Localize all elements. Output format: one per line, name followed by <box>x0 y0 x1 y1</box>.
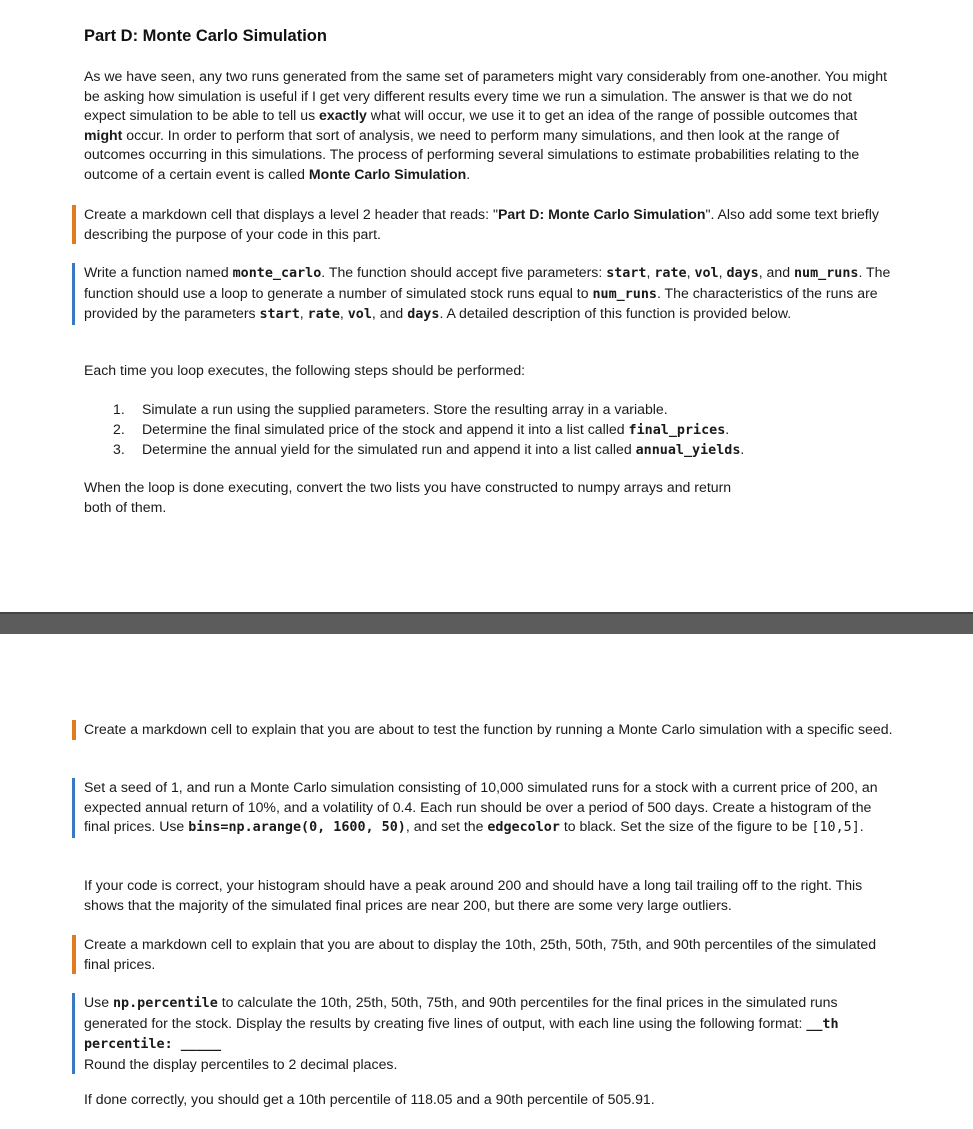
instruction-text: , <box>718 264 727 280</box>
instruction-text: ". Also add some text briefly describing the purpose of your code in this part. <box>84 206 879 242</box>
code-format: __th percentile: _____ <box>84 1016 839 1052</box>
param-vol: vol <box>694 266 719 281</box>
param-start: start <box>259 307 300 322</box>
instruction-text: , <box>686 264 695 280</box>
list-item <box>113 420 893 441</box>
param-rate: rate <box>654 266 687 281</box>
instruction-text: Round the display percentiles to 2 decimal places. <box>84 1055 398 1072</box>
intro-text: . <box>466 165 471 182</box>
list-number: 1. <box>113 401 125 417</box>
markdown-instruction-2: Create a markdown cell to explain that you are about to test the function by running a Monte Carlo simulation with a specific seed. <box>72 720 894 740</box>
instruction-text: to black. Set the size of the figure to be <box>559 818 812 834</box>
code-np-percentile: np.percentile <box>112 996 218 1011</box>
param-rate: rate <box>307 307 340 322</box>
list-item <box>113 400 893 420</box>
param-start: start <box>606 266 647 281</box>
param-num-runs: num_runs <box>592 286 657 302</box>
list-text: Determine the annual yield for the simulated run and append it into a list called <box>142 441 636 457</box>
instruction-text: , and <box>758 264 794 280</box>
code-annual-yields: annual_yields <box>635 443 741 458</box>
list-text: . <box>725 420 730 437</box>
instruction-text: , <box>299 305 308 321</box>
instruction-text: . The function should use a loop to generate a number of simulated stock runs equal to <box>84 264 891 301</box>
intro-text: As we have seen, any two runs generated from the same set of parameters might vary considerably from one-another. You might be asking how simulation is useful if I get very different results every time we run a simulation. The answer is that we do not expect simulation to be able to tell us <box>84 68 887 123</box>
markdown-instruction-1 <box>72 205 894 244</box>
list-number: 2. <box>113 420 125 437</box>
intro-emphasis-might: might <box>84 126 123 143</box>
instruction-text: to calculate the 10th, 25th, 50th, 75th, and 90th percentiles for the final prices in the simulated runs generated for the stock. Display the results by creating five lines of output, with each line using the following format: <box>84 994 838 1031</box>
code-bins: bins=np.arange(0, 1600, 50) <box>188 820 406 835</box>
code-instruction-seed <box>72 778 894 838</box>
intro-text: what will occur, we use it to get an idea of the range of possible outcomes that <box>366 107 858 123</box>
param-days: days <box>407 307 440 322</box>
loop-intro: Each time you loop executes, the following steps should be performed: <box>84 362 526 378</box>
code-figsize: [10,5] <box>811 820 860 835</box>
intro-paragraph <box>84 67 894 184</box>
intro-emphasis-mcs: Monte Carlo Simulation <box>308 165 467 182</box>
list-text: Simulate a run using the supplied parameters. Store the resulting array in a variable. <box>142 401 668 417</box>
intro-text: occur. In order to perform that sort of analysis, we need to perform many simulations, and then look at the range of outcomes occurring in this simulations. The process of performing several simulations to estimate probabilities relating to the outcome of a certain event is called <box>84 126 860 182</box>
code-final-prices: final_prices <box>628 422 726 438</box>
param-days: days <box>726 266 759 281</box>
instruction-text: Create a markdown cell that displays a level 2 header that reads: " <box>84 206 498 222</box>
code-edgecolor: edgecolor <box>487 820 560 835</box>
instruction-text: Write a function named <box>84 264 233 280</box>
instruction-text: Set a seed of 1, and run a Monte Carlo simulation consisting of 10,000 simulated runs for a stock with a current price of 200, an expected annual return of 10%, and a volatility of 0.4. Each run should be over a period of 500 days. Create a histogram of the final prices. Use <box>84 779 878 834</box>
list-text: Determine the final simulated price of the stock and append it into a list called <box>142 420 629 437</box>
list-number: 3. <box>113 441 125 457</box>
loop-done-paragraph: When the loop is done executing, convert the two lists you have constructed to numpy arrays and return both of them. <box>84 479 732 515</box>
histogram-note: If your code is correct, your histogram should have a peak around 200 and should have a long tail trailing off to the right. This shows that the majority of the simulated final prices are near 200, but there are some very large outliers. <box>84 877 863 913</box>
code-instruction-percentile <box>72 993 894 1074</box>
instruction-text: . A detailed description of this function is provided below. <box>439 305 792 321</box>
steps-list <box>113 400 893 461</box>
markdown-instruction-3: Create a markdown cell to explain that you are about to display the 10th, 25th, 50th, 75th, and 90th percentiles of the simulated final prices. <box>72 935 894 974</box>
param-vol: vol <box>347 307 372 322</box>
instruction-text: Use <box>84 994 113 1010</box>
instruction-text: , <box>646 264 655 280</box>
list-item <box>113 440 893 461</box>
intro-emphasis-exactly: exactly <box>319 107 367 123</box>
instruction-emphasis: Part D: Monte Carlo Simulation <box>497 206 706 222</box>
list-text: . <box>740 441 745 457</box>
code-instruction-function <box>72 263 894 325</box>
instruction-text: . The characteristics of the runs are provided by the parameters <box>84 284 878 321</box>
final-note: If done correctly, you should get a 10th percentile of 118.05 and a 90th percentile of 505.91. <box>84 1091 655 1107</box>
instruction-text: , <box>339 305 348 321</box>
instruction-text: . <box>859 818 864 834</box>
param-num-runs: num_runs <box>793 266 859 281</box>
document-page-2 <box>0 634 973 1129</box>
instruction-text: , and set the <box>405 818 488 834</box>
instruction-text: . The function should accept five parameters: <box>321 264 607 280</box>
function-name: monte_carlo <box>232 266 322 281</box>
instruction-text: , and <box>371 305 408 321</box>
page-divider <box>0 612 973 634</box>
section-title: Part D: Monte Carlo Simulation <box>84 27 327 45</box>
